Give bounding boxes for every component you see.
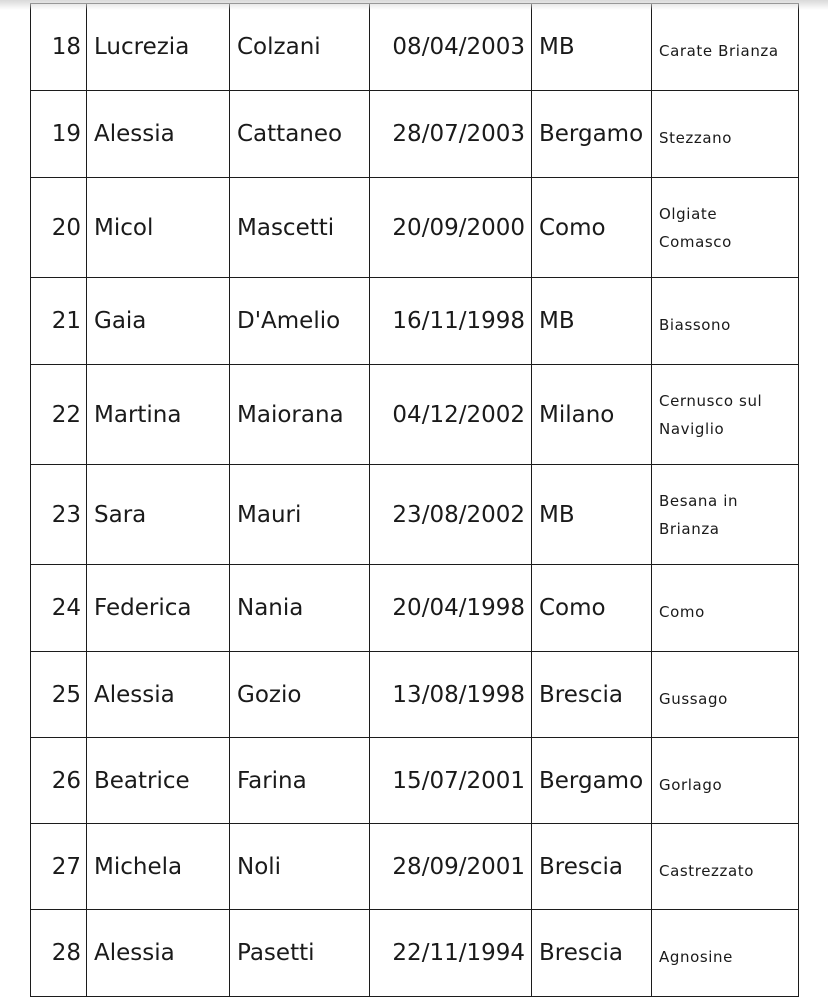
town: Gorlago — [652, 738, 799, 824]
first-name: Alessia — [87, 91, 230, 178]
town: Carate Brianza — [652, 4, 799, 91]
last-name: Mascetti — [230, 178, 370, 278]
table-row — [31, 738, 799, 824]
first-name: Beatrice — [87, 738, 230, 824]
row-number: 22 — [31, 365, 87, 465]
last-name: Farina — [230, 738, 370, 824]
first-name: Alessia — [87, 652, 230, 738]
first-name: Federica — [87, 565, 230, 652]
first-name: Gaia — [87, 278, 230, 365]
last-name: Noli — [230, 824, 370, 910]
table-row — [31, 365, 799, 465]
table-row — [31, 652, 799, 738]
last-name: Pasetti — [230, 910, 370, 997]
province: Como — [532, 178, 652, 278]
birth-date: 13/08/1998 — [370, 652, 532, 738]
table-row — [31, 4, 799, 91]
birth-date: 04/12/2002 — [370, 365, 532, 465]
town: Como — [652, 565, 799, 652]
row-number: 25 — [31, 652, 87, 738]
last-name: D'Amelio — [230, 278, 370, 365]
first-name: Sara — [87, 465, 230, 565]
first-name: Micol — [87, 178, 230, 278]
row-number: 23 — [31, 465, 87, 565]
province: MB — [532, 278, 652, 365]
province: Brescia — [532, 824, 652, 910]
birth-date: 22/11/1994 — [370, 910, 532, 997]
row-number: 19 — [31, 91, 87, 178]
province: Bergamo — [532, 91, 652, 178]
first-name: Lucrezia — [87, 4, 230, 91]
birth-date: 08/04/2003 — [370, 4, 532, 91]
row-number: 24 — [31, 565, 87, 652]
birth-date: 23/08/2002 — [370, 465, 532, 565]
first-name: Martina — [87, 365, 230, 465]
province: Bergamo — [532, 738, 652, 824]
birth-date: 20/04/1998 — [370, 565, 532, 652]
birth-date: 16/11/1998 — [370, 278, 532, 365]
town: Besana in Brianza — [652, 465, 799, 565]
last-name: Colzani — [230, 4, 370, 91]
last-name: Maiorana — [230, 365, 370, 465]
town: Cernusco sul Naviglio — [652, 365, 799, 465]
table-row — [31, 565, 799, 652]
province: Brescia — [532, 652, 652, 738]
roster-table — [30, 3, 799, 997]
town: Olgiate Comasco — [652, 178, 799, 278]
row-number: 28 — [31, 910, 87, 997]
town: Agnosine — [652, 910, 799, 997]
row-number: 21 — [31, 278, 87, 365]
table-row — [31, 465, 799, 565]
row-number: 27 — [31, 824, 87, 910]
province: Como — [532, 565, 652, 652]
last-name: Nania — [230, 565, 370, 652]
town: Stezzano — [652, 91, 799, 178]
town: Castrezzato — [652, 824, 799, 910]
row-number: 26 — [31, 738, 87, 824]
last-name: Gozio — [230, 652, 370, 738]
birth-date: 28/07/2003 — [370, 91, 532, 178]
province: Brescia — [532, 910, 652, 997]
province: MB — [532, 4, 652, 91]
birth-date: 28/09/2001 — [370, 824, 532, 910]
last-name: Cattaneo — [230, 91, 370, 178]
province: MB — [532, 465, 652, 565]
row-number: 18 — [31, 4, 87, 91]
table-row — [31, 278, 799, 365]
table-row — [31, 178, 799, 278]
table-row — [31, 910, 799, 997]
province: Milano — [532, 365, 652, 465]
table-row — [31, 91, 799, 178]
town: Biassono — [652, 278, 799, 365]
town: Gussago — [652, 652, 799, 738]
first-name: Alessia — [87, 910, 230, 997]
last-name: Mauri — [230, 465, 370, 565]
table-row — [31, 824, 799, 910]
row-number: 20 — [31, 178, 87, 278]
birth-date: 20/09/2000 — [370, 178, 532, 278]
first-name: Michela — [87, 824, 230, 910]
birth-date: 15/07/2001 — [370, 738, 532, 824]
